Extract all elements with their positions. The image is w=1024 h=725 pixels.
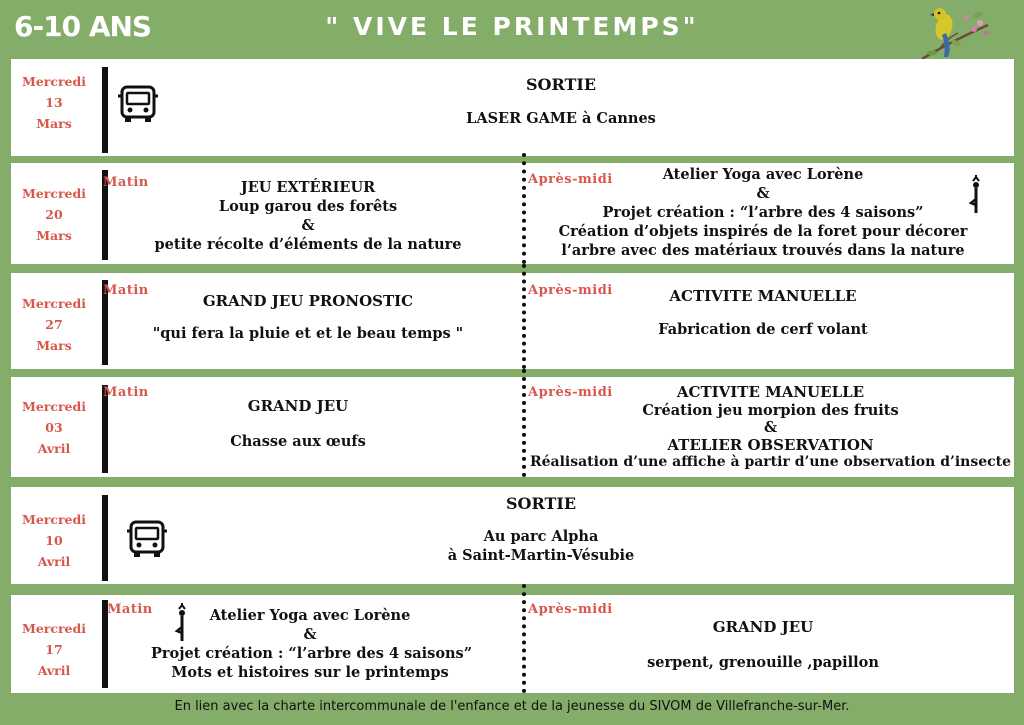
yoga-pose-icon [967, 175, 985, 215]
dotted-separator [522, 369, 526, 477]
activity-outing: SORTIE Au parc Alpha à Saint-Martin-Vésubie [447, 494, 635, 564]
date-27-mars: Mercredi 27 Mars [21, 296, 86, 353]
dotted-separator [522, 584, 526, 693]
program-title: " VIVE LE PRINTEMPS" [325, 12, 699, 41]
date-13-mars: Mercredi 13 Mars [21, 74, 86, 131]
afternoon-label: Après-midi [528, 172, 613, 187]
morning-label: Matin [103, 385, 149, 400]
afternoon-label: Après-midi [528, 283, 613, 298]
age-group-title: 6-10 ANS [14, 10, 152, 43]
day-row-17-avril [11, 595, 1014, 693]
afternoon-label: Après-midi [528, 602, 613, 617]
date-03-avril: Mercredi 03 Avril [21, 399, 86, 456]
morning-activity: JEU EXTÉRIEUR Loup garou des forêts & petite récolte d’éléments de la nature [154, 179, 462, 253]
dotted-separator [522, 153, 526, 264]
morning-label: Matin [103, 175, 149, 190]
day-row-10-avril [11, 487, 1014, 584]
morning-label: Matin [107, 602, 153, 617]
day-row-20-mars [11, 163, 1014, 264]
afternoon-label: Après-midi [528, 385, 613, 400]
date-10-avril: Mercredi 10 Avril [21, 512, 86, 569]
morning-activity: Atelier Yoga avec Lorène & Projet création : “l’arbre des 4 saisons” Mots et histoires sur le printemps [151, 607, 473, 681]
date-17-avril: Mercredi 17 Avril [21, 621, 86, 678]
date-20-mars: Mercredi 20 Mars [21, 186, 86, 243]
day-row-27-mars [11, 273, 1014, 369]
morning-label: Matin [103, 283, 149, 298]
day-row-03-avril [11, 377, 1014, 477]
footer-note: En lien avec la charte intercommunale de l'enfance et de la jeunesse du SIVOM de Villefranche-sur-Mer. [174, 699, 850, 714]
afternoon-activity: ACTIVITE MANUELLE Création jeu morpion des fruits & ATELIER OBSERVATION Réalisation d’une affiche à partir d’une observation d’insecte [529, 383, 1012, 470]
afternoon-activity: Atelier Yoga avec Lorène & Projet création : “l’arbre des 4 saisons” Création d’objets inspirés de la foret pour décorer l’arbre avec des matériaux trouvés dans la nature [558, 166, 968, 259]
morning-activity: GRAND JEU PRONOSTIC "qui fera la pluie et et le beau temps " [152, 292, 464, 342]
afternoon-activity: GRAND JEU serpent, grenouille ,papillon [647, 618, 879, 671]
bird-on-branch-icon [918, 3, 996, 63]
dotted-separator [522, 264, 526, 369]
day-row-13-mars [11, 59, 1014, 156]
afternoon-activity: ACTIVITE MANUELLE Fabrication de cerf volant [658, 287, 868, 338]
activity-outing: SORTIE LASER GAME à Cannes [466, 75, 656, 127]
morning-activity: GRAND JEU Chasse aux œufs [230, 397, 366, 450]
